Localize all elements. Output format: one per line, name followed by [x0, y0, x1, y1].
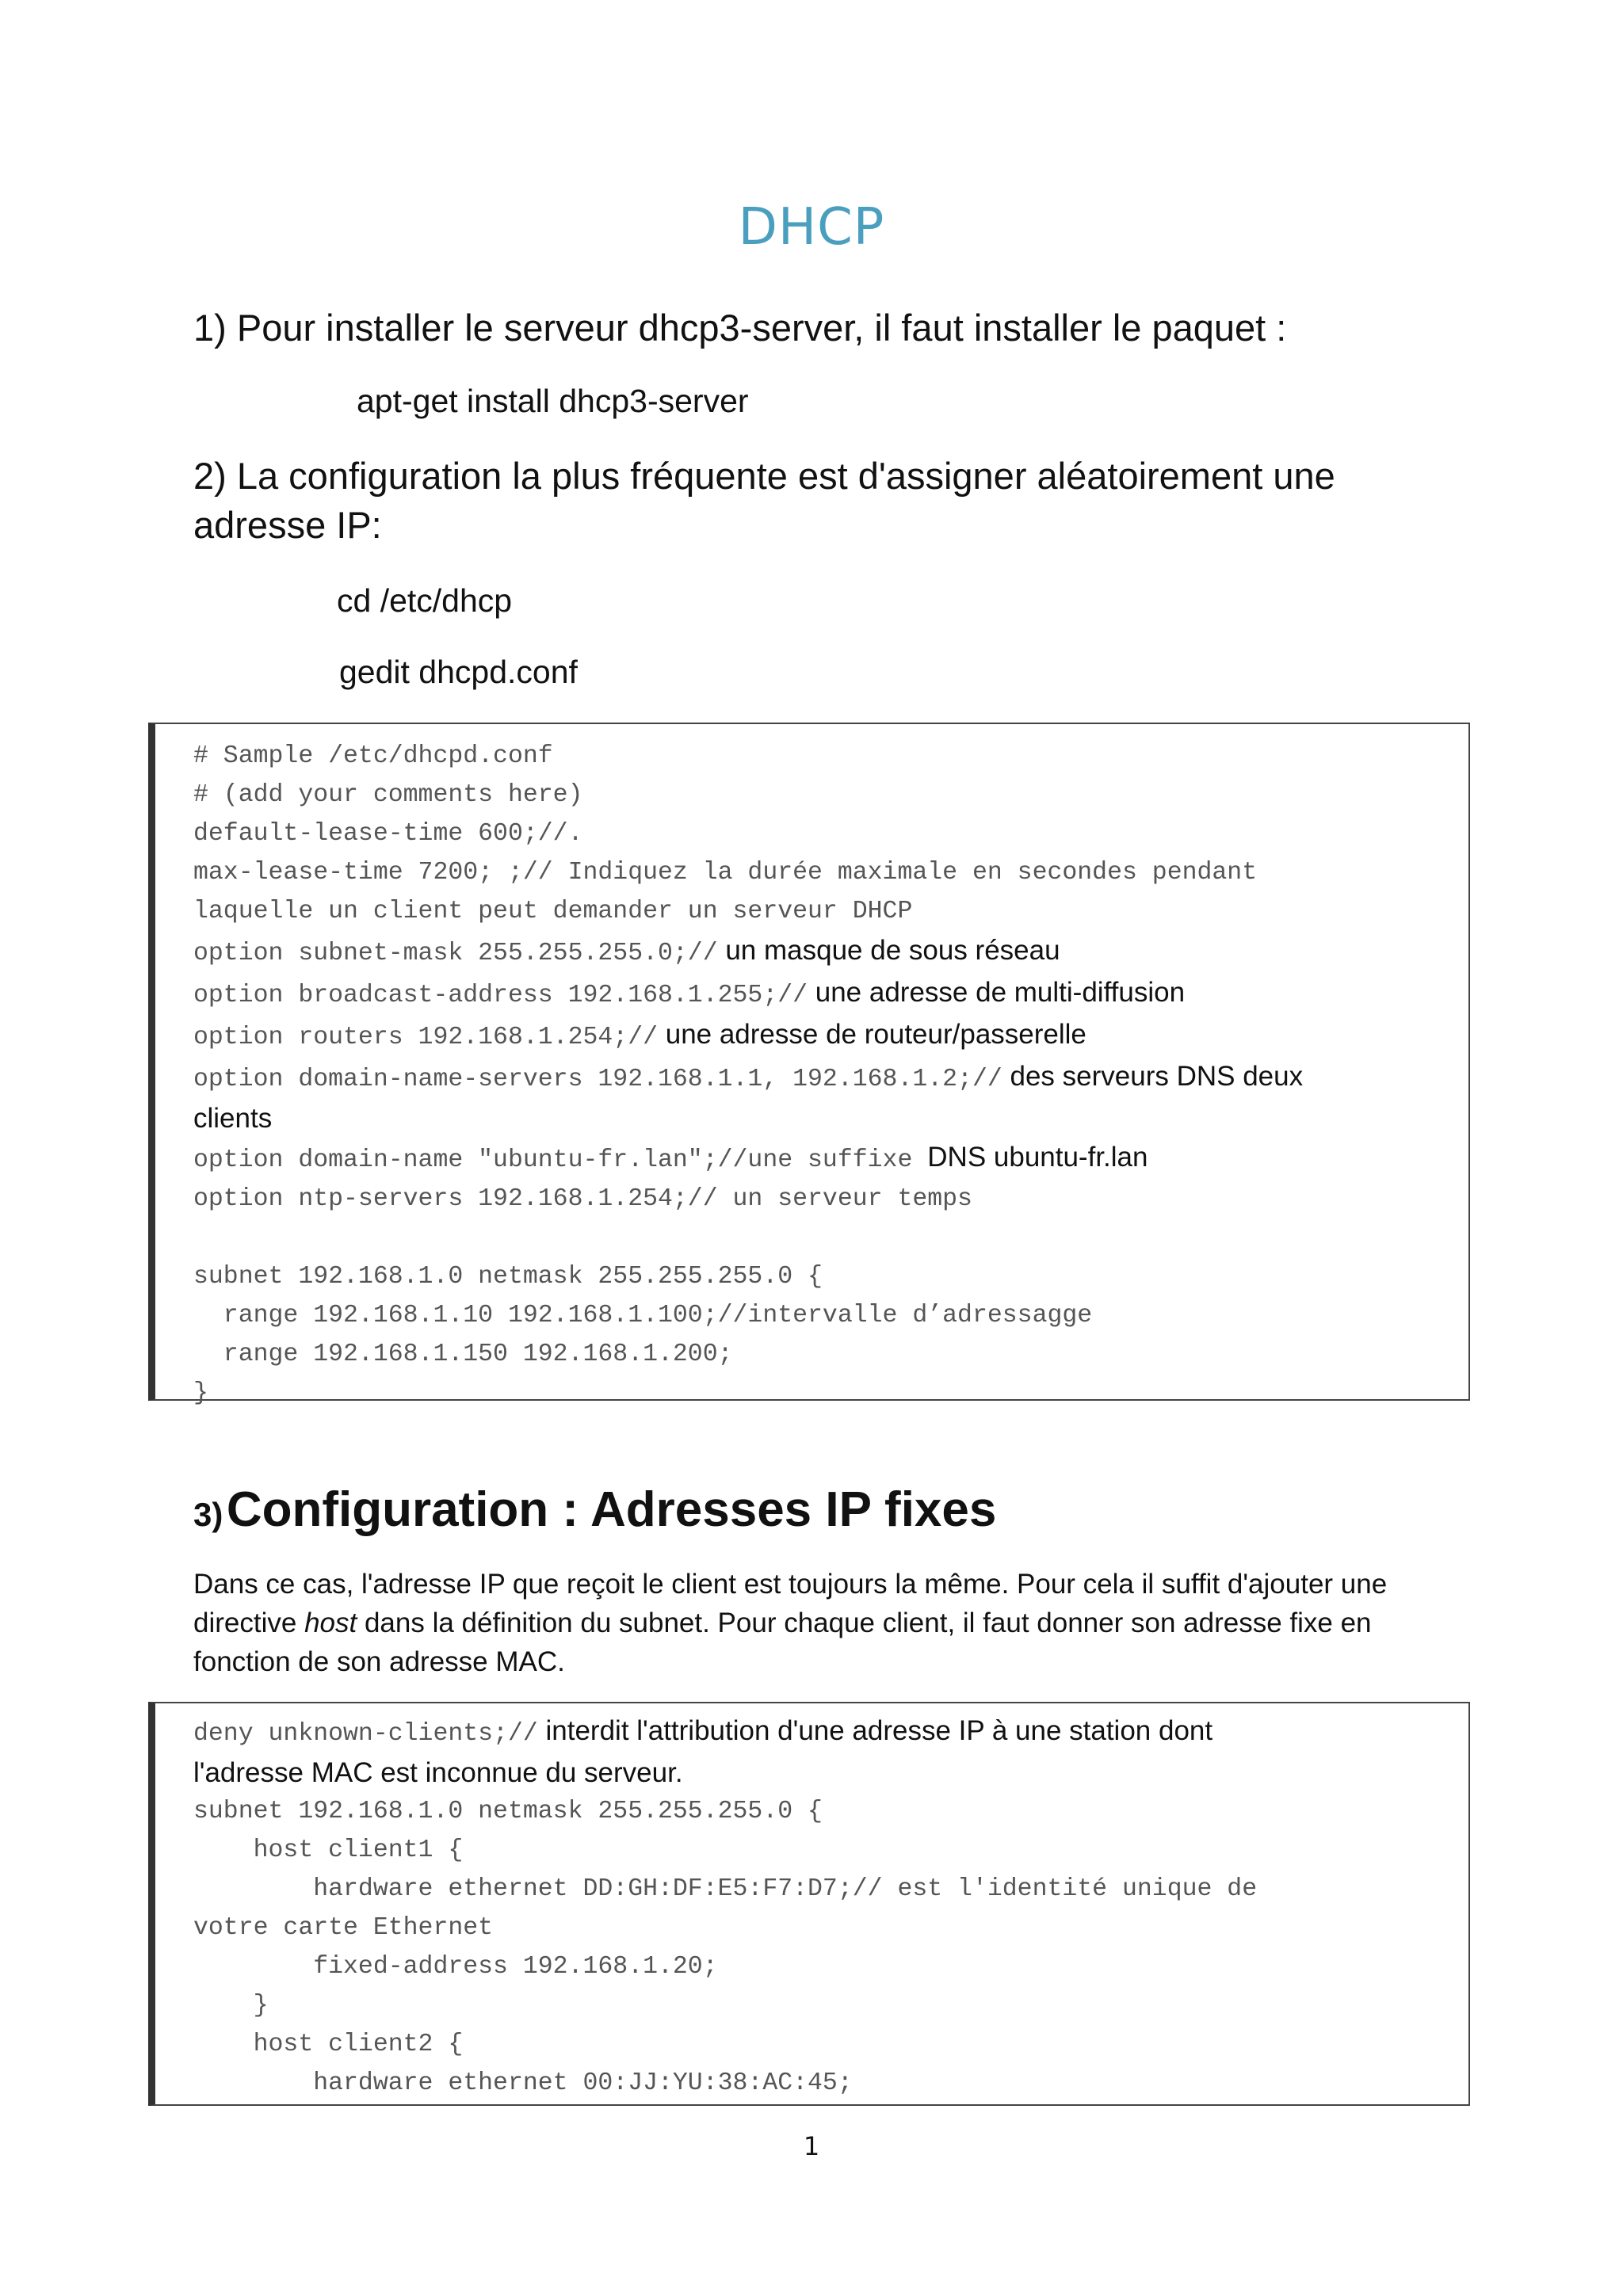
- code-line: [193, 931, 1468, 973]
- code-line: subnet 192.168.1.0 netmask 255.255.255.0 {: [193, 1798, 823, 1825]
- page-number: 1: [803, 2131, 820, 2161]
- page-title: DHCP: [738, 198, 885, 257]
- code-text: option routers 192.168.1.254;//: [193, 1024, 658, 1051]
- code-line: subnet 192.168.1.0 netmask 255.255.255.0 {: [193, 1263, 823, 1291]
- code-line: laquelle un client peut demander un serveur DHCP: [193, 898, 913, 925]
- step2-text: [193, 452, 1335, 550]
- code-line: clients: [193, 1103, 273, 1134]
- code-line: default-lease-time 600;//.: [193, 820, 583, 848]
- paragraph-line: Dans ce cas, l'adresse IP que reçoit le client est toujours la même. Pour cela il suffit d'ajouter une: [193, 1569, 1388, 1600]
- code-line: fixed-address 192.168.1.20;: [193, 1953, 718, 1981]
- step1-command: apt-get install dhcp3-server: [357, 383, 749, 419]
- section3-title: Configuration : Adresses IP fixes: [226, 1482, 997, 1537]
- paragraph-emphasis: host: [304, 1608, 357, 1638]
- step1-text: 1) Pour installer le serveur dhcp3-server, il faut installer le paquet :: [193, 307, 1287, 349]
- code-line: hardware ethernet 00:JJ:YU:38:AC:45;: [193, 2069, 853, 2097]
- code-text: option domain-name "ubuntu-fr.lan";//une suffixe: [193, 1146, 928, 1174]
- code-comment: une adresse de multi-diffusion: [808, 977, 1186, 1008]
- code-text: option subnet-mask 255.255.255.0;//: [193, 940, 718, 967]
- step2-line2: adresse IP:: [193, 504, 382, 546]
- code-text: deny unknown-clients;//: [193, 1720, 538, 1748]
- step2-command-cd: cd /etc/dhcp: [337, 582, 513, 619]
- section3-number: 3): [193, 1496, 223, 1533]
- code-block-dhcpd-conf: [148, 723, 1470, 1407]
- section3-heading: [193, 1482, 996, 1538]
- code-line: option ntp-servers 192.168.1.254;// un serveur temps: [193, 1185, 972, 1213]
- code-line: range 192.168.1.10 192.168.1.100;//intervalle d’adressagge: [193, 1302, 1093, 1329]
- code-line: [193, 1711, 1468, 1753]
- code-line: # Sample /etc/dhcpd.conf: [193, 742, 553, 770]
- code-line: # (add your comments here): [193, 781, 583, 809]
- code-line: host client1 {: [193, 1836, 464, 1864]
- code-text: option broadcast-address 192.168.1.255;//: [193, 982, 808, 1009]
- code-comment: interdit l'attribution d'une adresse IP à une station dont: [537, 1715, 1213, 1746]
- paragraph-text: directive: [193, 1608, 305, 1638]
- code-line: max-lease-time 7200; ;// Indiquez la durée maximale en secondes pendant: [193, 859, 1258, 887]
- paragraph-line: fonction de son adresse MAC.: [193, 1646, 565, 1677]
- code-block-fixed-ip: [148, 1702, 1470, 2106]
- code-line: }: [193, 1379, 208, 1407]
- section3-paragraph: [193, 1565, 1461, 1681]
- code-line: }: [193, 1992, 269, 2019]
- code-line: votre carte Ethernet: [193, 1914, 494, 1942]
- code-line: hardware ethernet DD:GH:DF:E5:F7:D7;// est l'identité unique de: [193, 1875, 1258, 1903]
- code-blank-line: [193, 1219, 1468, 1257]
- code-comment: des serveurs DNS deux: [1002, 1061, 1304, 1092]
- code-line: host client2 {: [193, 2031, 464, 2058]
- code-line: range 192.168.1.150 192.168.1.200;: [193, 1341, 733, 1368]
- code-line: [193, 1138, 1468, 1180]
- code-line: [193, 1015, 1468, 1057]
- code-line: [193, 973, 1468, 1015]
- code-comment: DNS ubuntu-fr.lan: [927, 1142, 1148, 1173]
- step2-line1: 2) La configuration la plus fréquente est d'assigner aléatoirement une: [193, 455, 1335, 497]
- step2-command-gedit: gedit dhcpd.conf: [339, 654, 578, 690]
- code-line: [193, 1057, 1468, 1099]
- code-line: l'adresse MAC est inconnue du serveur.: [193, 1757, 683, 1788]
- code-comment: un masque de sous réseau: [717, 935, 1060, 966]
- code-text: option domain-name-servers 192.168.1.1, 192.168.1.2;//: [193, 1066, 1002, 1093]
- code-comment: une adresse de routeur/passerelle: [658, 1019, 1086, 1050]
- paragraph-text: dans la définition du subnet. Pour chaque client, il faut donner son adresse fixe en: [357, 1608, 1372, 1638]
